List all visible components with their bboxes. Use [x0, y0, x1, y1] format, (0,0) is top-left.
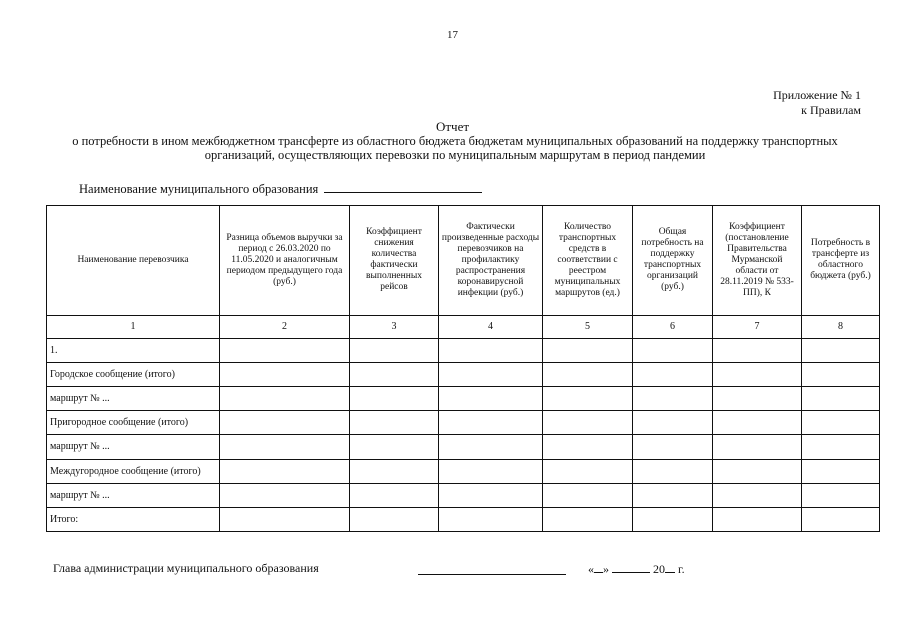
- column-number-7: 7: [713, 315, 802, 338]
- table-cell[interactable]: [220, 338, 350, 362]
- row-label: 1.: [47, 338, 220, 362]
- page-number: 17: [447, 29, 458, 41]
- table-cell[interactable]: [802, 338, 880, 362]
- table-cell[interactable]: [802, 362, 880, 386]
- column-header-6: Общая потребность на поддержку транспортных организаций (руб.): [633, 206, 713, 316]
- column-number-1: 1: [47, 315, 220, 338]
- table-cell[interactable]: [220, 435, 350, 459]
- municipality-blank-line[interactable]: [324, 180, 482, 193]
- date-field: [588, 561, 685, 577]
- table-cell[interactable]: [439, 507, 543, 531]
- table-row: [47, 483, 880, 507]
- table-cell[interactable]: [220, 507, 350, 531]
- table-cell[interactable]: [713, 338, 802, 362]
- table-row: [47, 435, 880, 459]
- month-blank[interactable]: [612, 561, 650, 573]
- table-cell[interactable]: [543, 338, 633, 362]
- table-row: [47, 459, 880, 483]
- appendix-line-2: к Правилам: [801, 103, 861, 117]
- table-cell[interactable]: [713, 362, 802, 386]
- column-number-8: 8: [802, 315, 880, 338]
- table-cell[interactable]: [220, 387, 350, 411]
- table-cell[interactable]: [633, 411, 713, 435]
- column-number-row: [47, 315, 880, 338]
- table-body: [47, 206, 880, 532]
- table-cell[interactable]: [633, 507, 713, 531]
- column-number-6: 6: [633, 315, 713, 338]
- table-cell[interactable]: [350, 387, 439, 411]
- table-cell[interactable]: [543, 459, 633, 483]
- table-cell[interactable]: [350, 459, 439, 483]
- appendix-line-1: Приложение № 1: [773, 88, 861, 102]
- table-cell[interactable]: [802, 411, 880, 435]
- table-header-row: [47, 206, 880, 316]
- table-cell[interactable]: [350, 435, 439, 459]
- row-label: маршрут № ...: [47, 483, 220, 507]
- table-cell[interactable]: [713, 483, 802, 507]
- table-row: [47, 411, 880, 435]
- row-label: маршрут № ...: [47, 435, 220, 459]
- column-header-2: Разница объемов выручки за период с 26.03.2020 по 11.05.2020 и аналогичным периодом предыдущего года (руб.): [220, 206, 350, 316]
- table-cell[interactable]: [543, 507, 633, 531]
- table-cell[interactable]: [439, 459, 543, 483]
- table-cell[interactable]: [633, 483, 713, 507]
- document-subtitle: о потребности в ином межбюджетном трансферте из областного бюджета бюджетам муниципальных образований на поддержку транспортных организаций, осуществляющих перевозки по муниципальным маршрутам в период пандемии: [72, 134, 838, 162]
- table-cell[interactable]: [543, 387, 633, 411]
- table-cell[interactable]: [633, 435, 713, 459]
- table-cell[interactable]: [220, 483, 350, 507]
- column-header-8: Потребность в трансферте из областного бюджета (руб.): [802, 206, 880, 316]
- column-number-2: 2: [220, 315, 350, 338]
- year-blank[interactable]: [665, 561, 675, 573]
- table-cell[interactable]: [713, 459, 802, 483]
- table-cell[interactable]: [220, 459, 350, 483]
- row-label: маршрут № ...: [47, 387, 220, 411]
- signature-line[interactable]: [418, 574, 566, 575]
- date-quote-open: «: [588, 562, 594, 576]
- table-cell[interactable]: [802, 459, 880, 483]
- table-row: [47, 387, 880, 411]
- table-cell[interactable]: [633, 387, 713, 411]
- table-row: [47, 507, 880, 531]
- table-cell[interactable]: [713, 435, 802, 459]
- year-suffix: г.: [678, 562, 685, 576]
- table-cell[interactable]: [439, 483, 543, 507]
- municipality-field: [79, 180, 482, 197]
- table-cell[interactable]: [220, 411, 350, 435]
- table-cell[interactable]: [350, 411, 439, 435]
- table-cell[interactable]: [350, 338, 439, 362]
- column-header-3: Коэффициент снижения количества фактически выполненных рейсов: [350, 206, 439, 316]
- table-cell[interactable]: [220, 362, 350, 386]
- table-cell[interactable]: [439, 387, 543, 411]
- row-label: Городское сообщение (итого): [47, 362, 220, 386]
- year-prefix: 20: [653, 562, 665, 576]
- table-cell[interactable]: [802, 483, 880, 507]
- table-cell[interactable]: [439, 338, 543, 362]
- signatory-label: Глава администрации муниципального образования: [53, 561, 319, 575]
- table-cell[interactable]: [439, 435, 543, 459]
- appendix-reference: [773, 88, 861, 118]
- table-cell[interactable]: [543, 362, 633, 386]
- table-row: [47, 338, 880, 362]
- row-label: Пригородное сообщение (итого): [47, 411, 220, 435]
- table-cell[interactable]: [350, 483, 439, 507]
- report-table: [46, 205, 880, 532]
- municipality-label: Наименование муниципального образования: [79, 182, 319, 196]
- table-cell[interactable]: [713, 387, 802, 411]
- column-header-4: Фактически произведенные расходы перевозчиков на профилактику распространения коронавирусной инфекции (руб.): [439, 206, 543, 316]
- table-cell[interactable]: [350, 362, 439, 386]
- column-header-7: Коэффициент (постановление Правительства Мурманской области от 28.11.2019 № 533-ПП), К: [713, 206, 802, 316]
- table-row: [47, 362, 880, 386]
- row-label: Итого:: [47, 507, 220, 531]
- table-cell[interactable]: [439, 411, 543, 435]
- table-cell[interactable]: [713, 507, 802, 531]
- table-cell[interactable]: [543, 435, 633, 459]
- table-cell[interactable]: [633, 362, 713, 386]
- table-cell[interactable]: [439, 362, 543, 386]
- column-number-4: 4: [439, 315, 543, 338]
- date-quote-close: »: [603, 562, 609, 576]
- table-cell[interactable]: [802, 507, 880, 531]
- document-title: Отчет: [435, 119, 470, 134]
- table-cell[interactable]: [543, 411, 633, 435]
- day-blank[interactable]: [594, 561, 603, 573]
- table-cell[interactable]: [633, 459, 713, 483]
- table-cell[interactable]: [633, 338, 713, 362]
- table-cell[interactable]: [713, 411, 802, 435]
- column-number-3: 3: [350, 315, 439, 338]
- table-cell[interactable]: [802, 387, 880, 411]
- table-cell[interactable]: [543, 483, 633, 507]
- column-number-5: 5: [543, 315, 633, 338]
- table-cell[interactable]: [802, 435, 880, 459]
- column-header-1: Наименование перевозчика: [47, 206, 220, 316]
- column-header-5: Количество транспортных средств в соответствии с реестром муниципальных маршрутов (ед.): [543, 206, 633, 316]
- table-cell[interactable]: [350, 507, 439, 531]
- row-label: Междугородное сообщение (итого): [47, 459, 220, 483]
